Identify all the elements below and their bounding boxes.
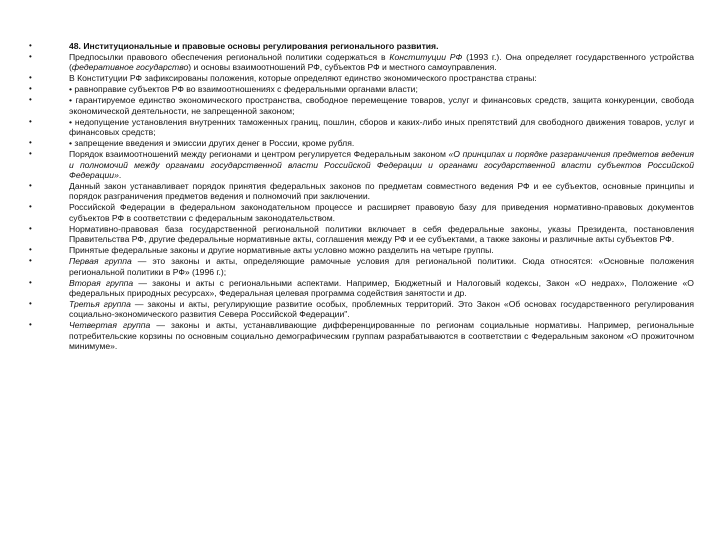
- text-segment: • недопущение установления внутренних таможенных границ, пошлин, сборов и каких-либо иных препятствий для свободного движения товаров, услуг и финансовых средств;: [69, 116, 694, 138]
- text-segment: • гарантируемое единство экономического пространства, свободное перемещение товаров, услуг и финансовых средств, защита конкуренции, свобода экономической деятельности, не запрещенной законом;: [69, 95, 694, 116]
- text-segment: • запрещение введения и эмиссии других денег в России, кроме рубля.: [69, 138, 355, 149]
- bullet-icon: •: [29, 223, 32, 233]
- list-item: [26, 73, 694, 83]
- text-segment: Конституции РФ: [389, 52, 463, 62]
- text-segment: федеративное государство: [71, 62, 189, 73]
- list-item: [26, 95, 694, 116]
- list-item: [26, 256, 694, 277]
- bullet-icon: •: [29, 256, 32, 266]
- text-segment: • равноправие субъектов РФ во взаимоотношениях с федеральными органами власти;: [69, 84, 418, 95]
- text-segment: Порядок взаимоотношений между регионами и центром регулируется Федеральным законом: [69, 149, 449, 160]
- text-segment: Четвертая группа: [69, 320, 151, 331]
- list-item: [26, 320, 694, 351]
- list-item: [26, 84, 694, 94]
- bullet-icon: •: [29, 116, 32, 126]
- list-item: [26, 52, 694, 73]
- bullet-icon: •: [29, 138, 32, 148]
- text-segment: ) и основы взаимоотношений РФ, субъектов РФ и местного самоуправления.: [188, 62, 497, 73]
- text-segment: — законы и акты, устанавливающие дифференцированные по регионам социальные нормативы. Например, региональные потребительские корзины по основным социально демографическим группам разрабатываются в соответствии с Федеральным законом «О прожиточном минимуме».: [69, 320, 694, 352]
- bullet-icon: •: [29, 202, 32, 212]
- bullet-icon: •: [29, 95, 32, 105]
- bullet-icon: •: [29, 84, 32, 94]
- text-segment: «О принципах и порядке разграничения предметов ведения и полномочий между органами государственной власти Российской Федерации и органами государственной власти субъектов Российской Федерации»: [69, 149, 695, 181]
- text-segment: Принятые федеральные законы и другие нормативные акты условно можно разделить на четыре группы.: [69, 245, 494, 256]
- text-segment: — законы и акты, регулирующие развитие особых, проблемных территорий. Это Закон «Об основах государственного регулирования социально-экономического развития Севера Российской Федерации".: [69, 299, 694, 320]
- list-item: [26, 149, 694, 180]
- bullet-icon: •: [29, 320, 32, 330]
- bullet-icon: •: [29, 245, 32, 255]
- bullet-icon: •: [29, 52, 32, 61]
- text-segment: Первая группа: [69, 256, 132, 267]
- text-segment: (1993 г.). Она определяет государственного устройства (: [69, 52, 694, 73]
- list-item: [26, 117, 694, 138]
- list-item: [26, 245, 694, 255]
- list-item: [26, 202, 694, 223]
- bullet-icon: •: [29, 41, 32, 50]
- list-item: [26, 299, 694, 320]
- text-segment: Нормативно-правовая база государственной региональной политики включает в себя федеральные законы, указы Президента, постановления Правительства РФ, другие федеральные нормативные акты, соглашения между РФ и ее субъектами, а также законы и различные акты субъектов РФ.: [69, 223, 694, 245]
- list-item: [26, 41, 694, 51]
- text-segment: Вторая группа: [69, 277, 134, 288]
- text-segment: Российской Федерации в федеральном законодательном процессе и расширяет правовую базу для приведения нормативно-правовых документов субъектов РФ в соответствии с федеральным законодательством.: [69, 202, 694, 223]
- bullet-icon: •: [29, 277, 32, 287]
- text-segment: .: [118, 170, 122, 181]
- list-item: [26, 278, 694, 299]
- text-segment: Третья группа: [69, 299, 131, 310]
- bullet-icon: •: [29, 73, 32, 83]
- text-segment: Предпосылки правового обеспечения региональной политики содержаться в: [69, 52, 390, 62]
- text-segment: 48. Институциональные и правовые основы регулирования регионального развития.: [69, 41, 439, 51]
- list-item: [26, 224, 694, 245]
- text-segment: Данный закон устанавливает порядок принятия федеральных законов по предметам совместного ведения РФ и ее субъектов, основные принципы и порядок разграничения предметов ведения и полномочий при заключении.: [69, 181, 694, 202]
- list-item: [26, 181, 694, 202]
- list-item: [26, 138, 694, 148]
- bullet-icon: •: [29, 149, 32, 159]
- bullet-icon: •: [29, 299, 32, 309]
- text-segment: В Конституции РФ зафиксированы положения, которые определяют единство экономического пространства страны:: [69, 73, 537, 84]
- bullet-list: [26, 41, 694, 352]
- text-segment: — это законы и акты, определяющие рамочные условия для региональной политики. Сюда относятся: «Основные положения региональной политики в РФ» (1996 г.);: [69, 256, 694, 277]
- text-segment: — законы и акты с региональными аспектами. Например, Бюджетный и Налоговый кодексы, Закон «О недрах», Положение «О федеральных природных ресурсах», Федеральная целевая программа содействия занятости и др.: [69, 277, 694, 299]
- bullet-icon: •: [29, 181, 32, 191]
